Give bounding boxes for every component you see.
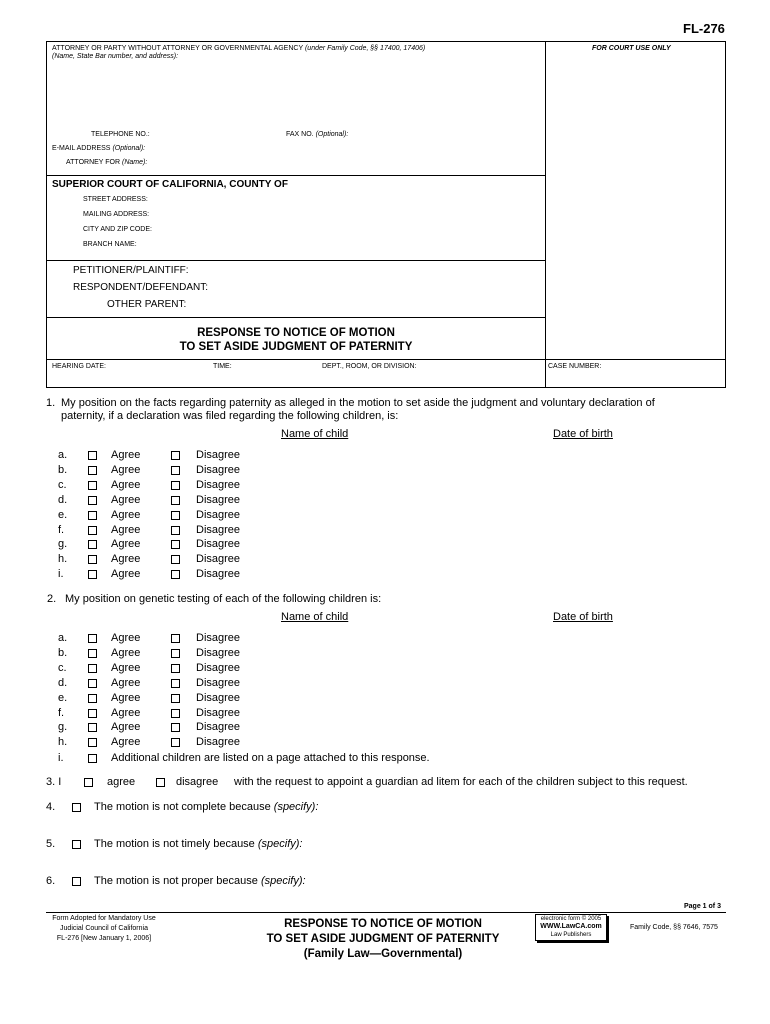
row-letter: g.: [58, 538, 68, 551]
court-title: SUPERIOR COURT OF CALIFORNIA, COUNTY OF: [52, 179, 288, 190]
agree-checkbox[interactable]: [88, 738, 97, 747]
petitioner-label: PETITIONER/PLAINTIFF:: [73, 265, 189, 276]
agree-label: Agree: [111, 736, 141, 749]
disagree-label: Disagree: [196, 478, 241, 491]
section3: [46, 776, 746, 790]
agree-label: Agree: [111, 478, 141, 491]
footer-title: [238, 917, 528, 962]
footer-rule: [46, 912, 726, 913]
row-letter: g.: [58, 721, 68, 734]
agree-checkbox[interactable]: [88, 649, 97, 658]
disagree-checkbox[interactable]: [171, 555, 180, 564]
court-use-box: [545, 41, 726, 360]
street-label: STREET ADDRESS:: [83, 196, 148, 203]
fax-label: FAX NO. (Optional):: [286, 131, 349, 138]
disagree-checkbox[interactable]: [171, 723, 180, 732]
adopted-block: [46, 914, 162, 944]
agree-label: Agree: [111, 493, 141, 506]
disagree-label: Disagree: [196, 449, 241, 461]
row-letter: e.: [58, 508, 68, 521]
section3-number: 3. I: [46, 776, 62, 788]
row-letter: d.: [58, 676, 68, 689]
agree-checkbox[interactable]: [88, 496, 97, 505]
agree-checkbox[interactable]: [88, 723, 97, 732]
disagree-checkbox[interactable]: [171, 481, 180, 490]
agree-checkbox[interactable]: [88, 481, 97, 490]
adopted-line3: FL-276 [New January 1, 2006]: [56, 935, 152, 942]
disagree-label: Disagree: [196, 538, 241, 551]
section6-text: The motion is not proper because (specify):: [94, 875, 306, 887]
name-label: (Name, State Bar number, and address):: [52, 53, 179, 60]
agree-label: Agree: [111, 691, 141, 704]
row-letter: f.: [58, 523, 65, 536]
row-letter: i.: [58, 568, 64, 581]
form-title-line1: RESPONSE TO NOTICE OF MOTION: [197, 327, 395, 339]
mailing-label: MAILING ADDRESS:: [83, 211, 150, 218]
section4: [46, 801, 546, 815]
agree-checkbox[interactable]: [88, 466, 97, 475]
section3-disagree-checkbox[interactable]: [156, 778, 165, 787]
disagree-label: Disagree: [196, 493, 241, 506]
section4-number: 4.: [46, 801, 56, 813]
agree-label: Agree: [111, 721, 141, 734]
section4-text: The motion is not complete because (specify):: [94, 801, 319, 813]
additional-children-checkbox[interactable]: [88, 754, 97, 763]
row-letter: h.: [58, 736, 68, 749]
disagree-checkbox[interactable]: [171, 649, 180, 658]
disagree-checkbox[interactable]: [171, 451, 180, 460]
section1-col-dob: Date of birth: [553, 428, 613, 440]
row-letter: a.: [58, 632, 68, 644]
hearing-box: [46, 359, 546, 388]
row-letter: b.: [58, 646, 68, 659]
row-letter: h.: [58, 553, 68, 566]
section3-text: with the request to appoint a guardian ad litem for each of the children subject to this request.: [234, 776, 688, 788]
disagree-checkbox[interactable]: [171, 738, 180, 747]
family-code: Family Code, §§ 7646, 7575: [630, 924, 718, 931]
stamp-line3: Law Publishers: [550, 932, 592, 938]
disagree-checkbox[interactable]: [171, 694, 180, 703]
agree-checkbox[interactable]: [88, 451, 97, 460]
agree-checkbox[interactable]: [88, 634, 97, 643]
page-number: Page 1 of 3: [684, 903, 721, 910]
row-letter: a.: [58, 449, 68, 461]
dept-label: DEPT., ROOM, OR DIVISION:: [322, 363, 417, 370]
row-letter: c.: [58, 478, 67, 491]
disagree-label: Disagree: [196, 736, 241, 749]
disagree-checkbox[interactable]: [171, 496, 180, 505]
disagree-label: Disagree: [196, 508, 241, 521]
agree-label: Agree: [111, 676, 141, 689]
disagree-checkbox[interactable]: [171, 679, 180, 688]
section4-checkbox[interactable]: [72, 803, 81, 812]
disagree-checkbox[interactable]: [171, 540, 180, 549]
agree-label: Agree: [111, 523, 141, 536]
section6-number: 6.: [46, 875, 56, 887]
email-label: E-MAIL ADDRESS (Optional):: [52, 145, 146, 152]
section2-text: My position on genetic testing of each of the following children is:: [65, 593, 382, 605]
agree-label: Agree: [111, 632, 141, 644]
agree-checkbox[interactable]: [88, 709, 97, 718]
row-letter: i.: [58, 752, 64, 764]
agree-label: Agree: [111, 568, 141, 581]
disagree-label: Disagree: [196, 676, 241, 689]
agree-checkbox[interactable]: [88, 511, 97, 520]
time-label: TIME:: [213, 363, 232, 370]
disagree-label: Disagree: [196, 553, 241, 566]
additional-children-text: Additional children are listed on a page attached to this response.: [111, 752, 430, 764]
disagree-label: Disagree: [196, 646, 241, 659]
agree-checkbox[interactable]: [88, 570, 97, 579]
disagree-label: Disagree: [196, 523, 241, 536]
section2-number: 2.: [47, 593, 57, 605]
section1-text2: paternity, if a declaration was filed regarding the following children, is:: [61, 410, 399, 422]
agree-checkbox[interactable]: [88, 540, 97, 549]
agree-label: Agree: [111, 538, 141, 551]
stamp-line1: electronic form © 2005: [540, 916, 602, 922]
form-title: [46, 326, 546, 354]
row-letter: d.: [58, 493, 68, 506]
adopted-line2: Judicial Council of California: [60, 925, 148, 932]
hearing-date-label: HEARING DATE:: [52, 363, 106, 370]
footer-title-line1: RESPONSE TO NOTICE OF MOTION: [284, 918, 482, 930]
section1-text1: My position on the facts regarding paternity as alleged in the motion to set aside the judgment and voluntary declaration of: [61, 397, 655, 409]
agree-label: Agree: [111, 646, 141, 659]
disagree-checkbox[interactable]: [171, 664, 180, 673]
disagree-checkbox[interactable]: [171, 526, 180, 535]
case-number-label: CASE NUMBER:: [548, 363, 602, 370]
section1-col-name: Name of child: [281, 428, 349, 440]
row-letter: b.: [58, 463, 68, 476]
footer-title-line2: TO SET ASIDE JUDGMENT OF PATERNITY: [266, 933, 500, 945]
agree-checkbox[interactable]: [88, 679, 97, 688]
disagree-checkbox[interactable]: [171, 511, 180, 520]
section2-col-name: Name of child: [281, 611, 349, 623]
agree-label: Agree: [111, 463, 141, 476]
court-use-label: FOR COURT USE ONLY: [592, 45, 671, 52]
disagree-label: Disagree: [196, 661, 241, 674]
agree-label: Agree: [111, 661, 141, 674]
branch-label: BRANCH NAME:: [83, 241, 137, 248]
disagree-label: Disagree: [196, 568, 241, 581]
section5-checkbox[interactable]: [72, 840, 81, 849]
disagree-checkbox[interactable]: [171, 570, 180, 579]
agree-checkbox[interactable]: [88, 664, 97, 673]
section5-number: 5.: [46, 838, 56, 850]
disagree-label: Disagree: [196, 632, 241, 644]
agree-checkbox[interactable]: [88, 694, 97, 703]
disagree-label: Disagree: [196, 691, 241, 704]
agree-checkbox[interactable]: [88, 555, 97, 564]
attorney-label: ATTORNEY OR PARTY WITHOUT ATTORNEY OR GOVERNMENTAL AGENCY (under Family Code, §§ 17400, 17406): [52, 45, 426, 52]
disagree-checkbox[interactable]: [171, 466, 180, 475]
publisher-stamp: [535, 914, 607, 941]
section5-text: The motion is not timely because (specify):: [94, 838, 303, 850]
attorney-for-label: ATTORNEY FOR (Name):: [66, 159, 148, 166]
section6-checkbox[interactable]: [72, 877, 81, 886]
form-title-line2: TO SET ASIDE JUDGMENT OF PATERNITY: [179, 341, 413, 353]
other-parent-label: OTHER PARENT:: [107, 299, 187, 310]
row-letter: c.: [58, 661, 67, 674]
telephone-label: TELEPHONE NO.:: [91, 131, 150, 138]
agree-checkbox[interactable]: [88, 526, 97, 535]
section2-col-dob: Date of birth: [553, 611, 613, 623]
section3-agree-label: agree: [107, 776, 136, 788]
agree-label: Agree: [111, 508, 141, 521]
agree-label: Agree: [111, 706, 141, 719]
adopted-line1: Form Adopted for Mandatory Use: [52, 915, 156, 922]
disagree-label: Disagree: [196, 721, 241, 734]
agree-label: Agree: [111, 553, 141, 566]
form-id: FL-276: [683, 21, 725, 36]
row-letter: e.: [58, 691, 68, 704]
section5: [46, 838, 546, 852]
city-label: CITY AND ZIP CODE:: [83, 226, 152, 233]
section3-agree-checkbox[interactable]: [84, 778, 93, 787]
disagree-label: Disagree: [196, 706, 241, 719]
attorney-box: [46, 41, 546, 176]
section3-disagree-label: disagree: [176, 776, 219, 788]
footer-title-line3: (Family Law—Governmental): [303, 948, 463, 960]
disagree-checkbox[interactable]: [171, 709, 180, 718]
disagree-checkbox[interactable]: [171, 634, 180, 643]
section1-number: 1.: [46, 397, 56, 409]
stamp-line2: WWW.LawCA.com: [540, 923, 602, 930]
disagree-label: Disagree: [196, 463, 241, 476]
section6: [46, 875, 546, 889]
row-letter: f.: [58, 706, 65, 719]
agree-label: Agree: [111, 449, 141, 461]
respondent-label: RESPONDENT/DEFENDANT:: [73, 282, 209, 293]
